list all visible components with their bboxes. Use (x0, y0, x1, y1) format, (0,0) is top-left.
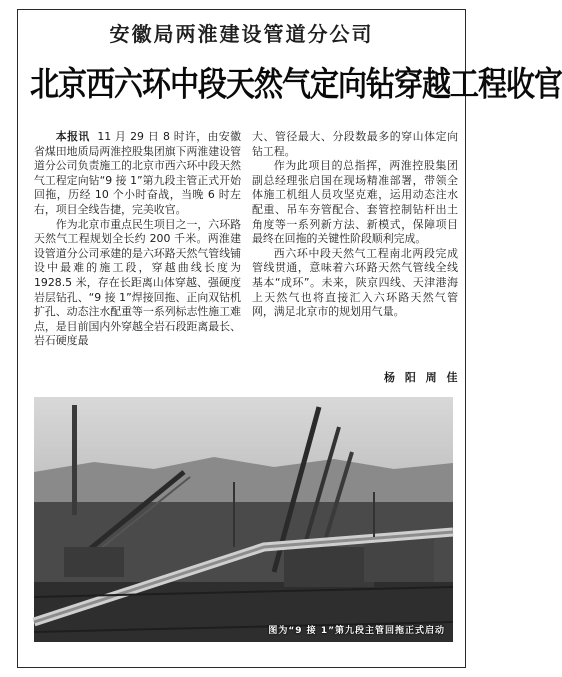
author-byline: 杨 阳 周 佳 (384, 371, 461, 384)
article-column-right (252, 130, 458, 320)
article-column-left (34, 130, 241, 349)
headline: 北京西六环中段天然气定向钻穿越工程收官 (30, 64, 562, 104)
paragraph-1-text: 11 月 29 日 8 时许，由安徽省煤田地质局两淮控股集团旗下两淮建设管道分公司负责施工的北京市西六环中段天然气工程定向钻“9 接 1”第九段主管正式开始回拖，历经 10 个小时奋战，当晚 6 时左右，项目全线告捷，完美收官。 (34, 130, 241, 216)
lead-label: 本报讯 (55, 130, 90, 143)
photo-illustration (34, 397, 453, 642)
subtitle: 安徽局两淮建设管道分公司 (109, 22, 374, 46)
paragraph-4: 西六环中段天然气工程南北两段完成管线贯通，意味着六环路天然气管线全线基本“成环”。未来，陕京四线、天津港海上天然气也将直接汇入六环路天然气管网，满足北京市的规划用气量。 (252, 246, 458, 319)
construction-photo (34, 397, 453, 642)
paragraph-2: 作为北京市重点民生项目之一，六环路天然气工程规划全长约 200 千米。两淮建设管道分公司承建的是六环路天然气管线铺设中最难的施工段，穿越曲线长度为 1928.5 米，存在长距离山体穿越、强硬度岩层钻孔、“9 接 1”焊接回拖、正向双钻机扩孔、动态注水配重等一系列标志性施工难点，是目前国内外穿越全岩石段距离最长、岩石硬度最 (34, 217, 241, 348)
paragraph-1 (34, 130, 241, 218)
photo-caption: 图为“9 接 1”第九段主管回拖正式启动 (268, 626, 445, 636)
paragraph-3: 作为此项目的总指挥，两淮控股集团副总经理张启国在现场精准部署，带领全体施工机组人员攻坚克难，运用动态注水配重、吊车夯管配合、套管控制钻杆出土角度等一系列新方法、新模式，保障项目最终在回拖的关键性阶段顺利完成。 (252, 159, 458, 246)
paragraph-2-continued: 大、管径最大、分段数最多的穿山体定向钻工程。 (252, 130, 458, 158)
